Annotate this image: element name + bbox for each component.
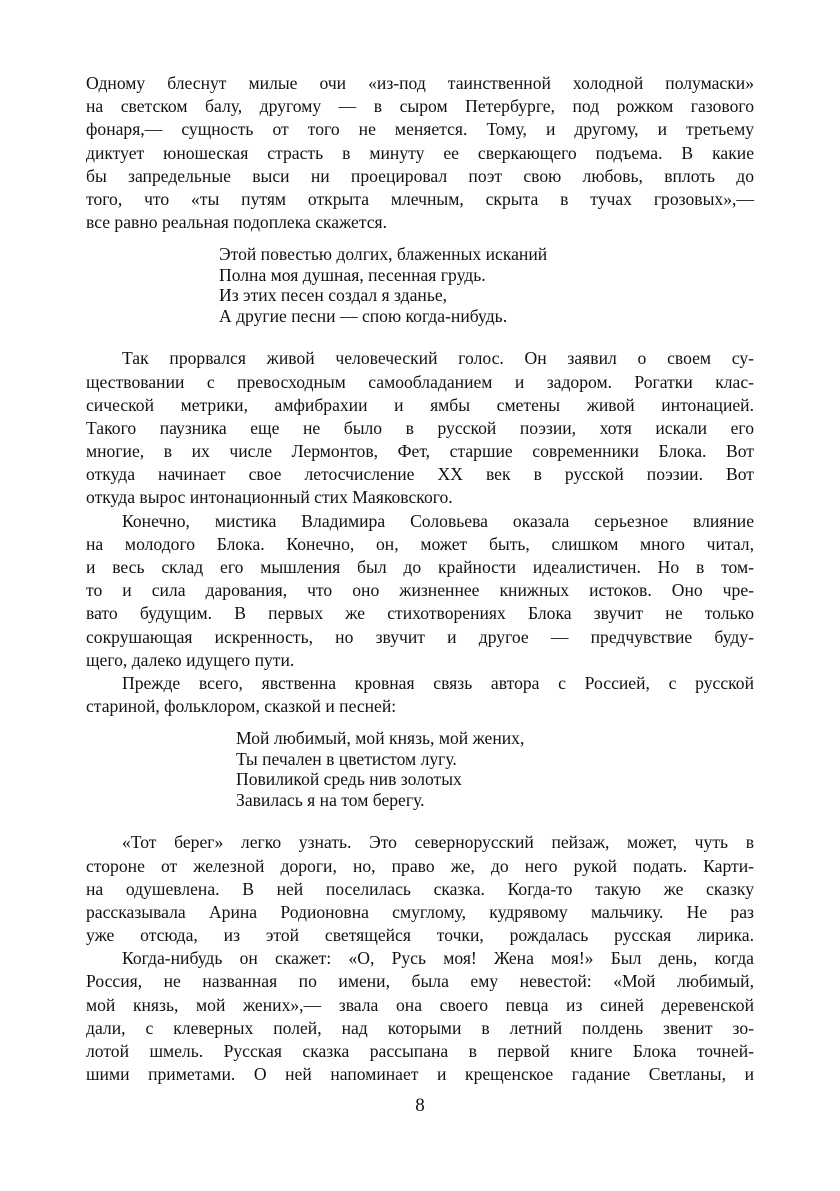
text-line: откуда начинает свое летосчисление XX век в русской поэзии. Вот [86, 464, 754, 485]
paragraph-5 [86, 831, 754, 947]
verse-line: Мой любимый, мой князь, мой жених, [236, 728, 525, 749]
text-line: того, что «ты путям открыта млечным, скрыта в тучах грозовых»,— [86, 188, 754, 209]
text-line: Когда-нибудь он скажет: «О, Русь моя! Жена моя!» Был день, когда [122, 948, 754, 969]
text-line: щего, далеко идущего пути. [86, 649, 295, 670]
text-line: Прежде всего, явственна кровная связь автора с Россией, с русской [122, 672, 754, 693]
verse-line: Полна моя душная, песенная грудь. [219, 264, 486, 285]
text-line: фонаря,— сущность от того не меняется. Тому, и другому, и третьему [86, 119, 754, 140]
text-line: стороне от железной дороги, но, право же, до него рукой подать. Карти- [86, 855, 754, 876]
text-line: все равно реальная подоплека скажется. [86, 212, 388, 233]
text-line: сокрушающая искренность, но звучит и другое — предчувствие буду- [86, 626, 754, 647]
text-line: сической метрики, амфибрахии и ямбы сметены живой интонацией. [86, 394, 754, 415]
verse-quote-2 [86, 728, 754, 810]
text-line: на одушевлена. В ней поселилась сказка. Когда-то такую же сказку [86, 878, 754, 899]
page-body [86, 72, 754, 1086]
text-line: диктует юношеская страсть в минуту ее сверкающего подъема. В какие [86, 142, 754, 163]
text-line: ществовании с превосходным самообладанием и задором. Рогатки клас- [86, 371, 754, 392]
text-line: «Тот берег» легко узнать. Это севернорусский пейзаж, может, чуть в [122, 832, 754, 853]
text-line: уже отсюда, из этой светящейся точки, рождалась русская лирика. [86, 925, 754, 946]
text-line: Так прорвался живой человеческий голос. Он заявил о своем су- [122, 348, 754, 369]
text-line: и весь склад его мышления был до крайности идеалистичен. Но в том- [86, 557, 754, 577]
text-line: мой князь, мой жених»,— звала она своего певца из синей деревенской [86, 994, 754, 1015]
text-line: многие, в их числе Лермонтов, Фет, старшие современники Блока. Вот [86, 441, 754, 462]
text-line: дали, с клеверных полей, над которыми в летний полдень звенит зо- [86, 1017, 754, 1038]
page-number: 8 [415, 1095, 425, 1116]
text-line: Россия, не названная по имени, была ему невестой: «Мой любимый, [86, 971, 754, 992]
text-line: рассказывала Арина Родионовна смуглому, кудрявому мальчику. Не раз [86, 901, 754, 922]
text-line: Одному блеснут милые очи «из-под таинственной холодной полумаски» [86, 73, 754, 93]
text-line: Такого паузника еще не было в русской поэзии, хотя искали его [86, 417, 754, 438]
verse-line: Завилась я на том берегу. [236, 789, 425, 810]
verse-line: Этой повестью долгих, блаженных исканий [219, 244, 548, 265]
verse-line: А другие песни — спою когда-нибудь. [219, 305, 508, 326]
verse-line: Повиликой средь нив золотых [236, 769, 462, 790]
verse-quote-1 [86, 244, 754, 326]
paragraph-6 [86, 947, 754, 1086]
text-line: то и сила дарования, что оно жизненнее книжных истоков. Оно чре- [86, 580, 754, 601]
text-line: стариной, фольклором, сказкой и песней: [86, 696, 397, 717]
text-line: Конечно, мистика Владимира Соловьева оказала серьезное влияние [122, 510, 754, 531]
text-line: шими приметами. О ней напоминает и крещенское гадание Светланы, и [86, 1064, 754, 1085]
text-line: вато будущим. В первых же стихотворениях Блока звучит не только [86, 603, 754, 624]
text-line: бы запредельные выси ни проецировал поэт свою любовь, вплоть до [86, 165, 754, 186]
text-line: лотой шмель. Русская сказка рассыпана в первой книге Блока точней- [86, 1041, 754, 1061]
paragraph-2 [86, 347, 754, 509]
paragraph-1 [86, 72, 754, 234]
verse-line: Ты печален в цветистом лугу. [236, 748, 457, 769]
text-line: на светском балу, другому — в сыром Петербурге, под рожком газового [86, 96, 754, 117]
text-line: на молодого Блока. Конечно, он, может быть, слишком много читал, [86, 533, 754, 554]
paragraph-4 [86, 672, 754, 718]
text-line: откуда вырос интонационный стих Маяковского. [86, 487, 453, 508]
paragraph-3 [86, 510, 754, 672]
verse-line: Из этих песен создал я зданье, [219, 285, 448, 306]
